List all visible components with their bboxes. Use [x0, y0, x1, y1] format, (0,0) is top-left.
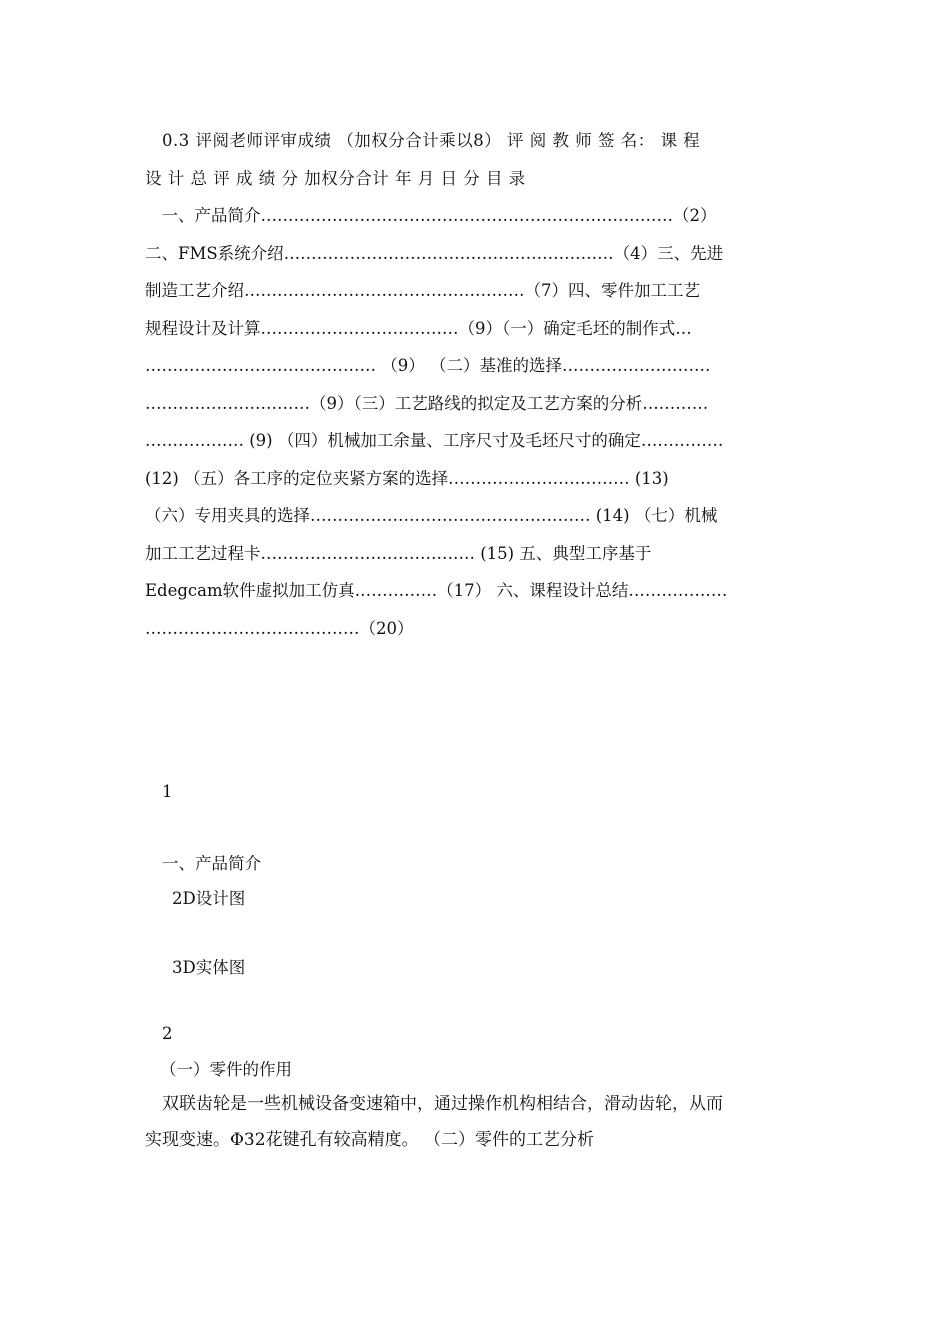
page-number: 1 — [162, 782, 173, 801]
toc-line: 二、FMS系统介绍……………………………………………………（4）三、先进 — [145, 243, 724, 263]
subsection-title: （一）零件的作用 — [160, 1060, 292, 1079]
toc-line: ……………… (9) （四）机械加工余量、工序尺寸及毛坯尺寸的确定…………… — [145, 431, 724, 450]
toc-line: 加工工艺过程卡………………………………… (15) 五、典型工序基于 — [145, 543, 652, 563]
figure-label-2d: 2D设计图 — [172, 889, 246, 908]
toc-line: （六）专用夹具的选择…………………………………………… (14) （七）机械 — [145, 506, 718, 525]
toc-line: (12) （五）各工序的定位夹紧方案的选择…………………………… (13) — [145, 468, 669, 488]
paragraph-line: 双联齿轮是一些机械设备变速箱中，通过操作机构相结合，滑动齿轮，从而 — [145, 1094, 723, 1114]
toc-line: …………………………………（20） — [145, 618, 414, 638]
toc-line: 规程设计及计算………………………………（9）（一）确定毛坯的制作式… — [145, 318, 692, 338]
toc-line: …………………………………… （9） （二）基准的选择……………………… — [145, 356, 711, 375]
toc-line: Edegcam软件虚拟加工仿真……………（17） 六、课程设计总结……………… — [145, 581, 728, 600]
figure-label-3d: 3D实体图 — [172, 958, 246, 977]
paragraph-line: 实现变速。Φ32花键孔有较高精度。 （二）零件的工艺分析 — [145, 1130, 594, 1150]
toc-line: 设 计 总 评 成 绩 分 加权分合计 年 月 日 分 目 录 — [145, 168, 526, 188]
section-title: 一、产品简介 — [162, 854, 261, 873]
toc-line: 制造工艺介绍……………………………………………（7）四、零件加工工艺 — [145, 281, 700, 300]
toc-line: …………………………（9）（三）工艺路线的拟定及工艺方案的分析………… — [145, 393, 709, 413]
page-number: 2 — [162, 1024, 173, 1043]
toc-line: 0.3 评阅老师评审成绩 （加权分合计乘以8） 评 阅 教 师 签 名： 课 程 — [145, 131, 701, 150]
body-paragraph — [145, 1086, 807, 1158]
table-of-contents — [145, 122, 807, 647]
toc-line: 一、产品简介…………………………………………………………………（2） — [145, 206, 717, 225]
